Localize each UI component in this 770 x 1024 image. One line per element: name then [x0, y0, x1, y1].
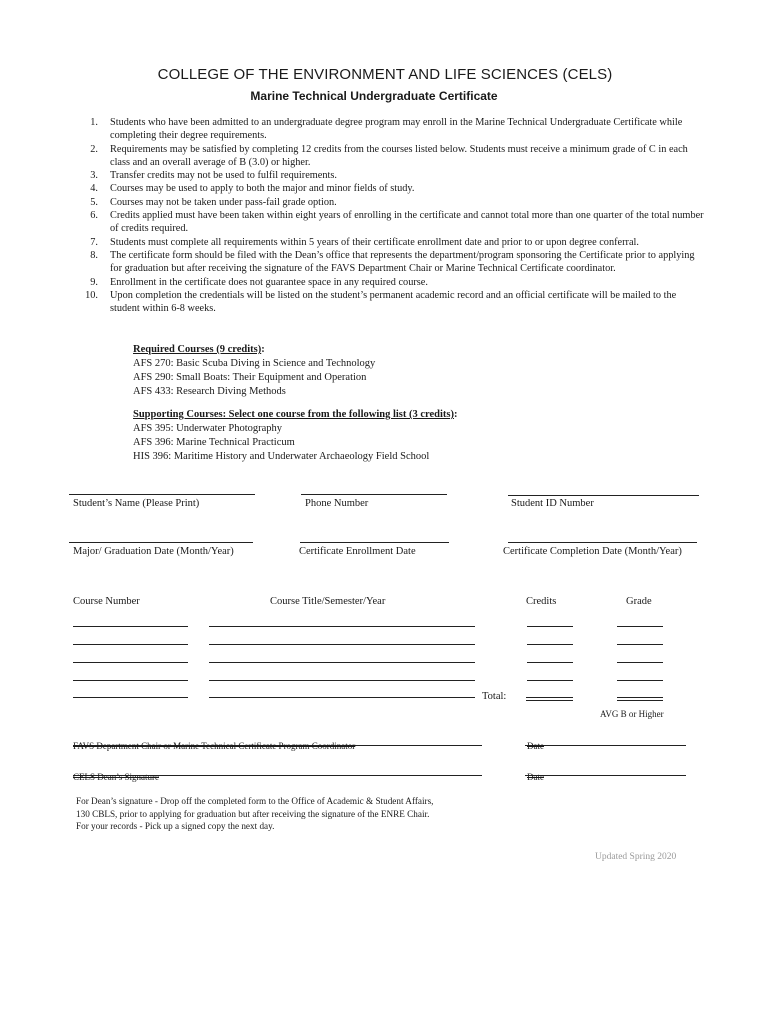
phone-number-label: Phone Number — [305, 498, 369, 509]
required-courses-heading: Required Courses (9 credits): — [133, 344, 265, 355]
grade-header: Grade — [626, 596, 652, 607]
course-number-header: Course Number — [73, 596, 140, 607]
total-credits-double-line — [526, 700, 573, 701]
rule-text: The certificate form should be filed with the Dean’s office that represents the department/program sponsoring the Certificate prior to applying for graduation but after receiving the signature of the FAVS Department Chair or Marine Technical Certificate coordinator. — [110, 249, 695, 275]
note-line: For Dean’s signature - Drop off the completed form to the Office of Academic & Student Affairs, — [76, 796, 434, 806]
credits-line[interactable] — [527, 680, 573, 681]
course-number-line[interactable] — [73, 680, 188, 681]
student-id-label: Student ID Number — [511, 498, 594, 509]
page-subtitle: Marine Technical Undergraduate Certificate — [250, 89, 498, 103]
major-grad-date-line[interactable] — [69, 542, 253, 543]
credits-line[interactable] — [527, 644, 573, 645]
enrollment-date-line[interactable] — [300, 542, 449, 543]
rule-item — [82, 116, 707, 143]
course-title-line[interactable] — [209, 662, 475, 663]
credits-line[interactable] — [527, 662, 573, 663]
rule-item — [82, 209, 707, 236]
rule-text: Courses may not be taken under pass-fail grade option. — [110, 196, 337, 208]
course-title-line[interactable] — [209, 697, 475, 698]
rule-text: Courses may be used to apply to both the major and minor fields of study. — [110, 183, 415, 195]
rule-number: 8. — [90, 249, 98, 261]
favs-date-line[interactable] — [525, 745, 686, 746]
course-list-item: AFS 290: Small Boats: Their Equipment and Operation — [133, 372, 367, 383]
favs-signature-label: FAVS Department Chair or Marine Technical Certificate Program Coordinator — [73, 741, 356, 751]
favs-date-label: Date — [527, 741, 544, 751]
rule-number: 1. — [90, 117, 98, 128]
credits-header: Credits — [526, 596, 557, 607]
rule-item — [82, 289, 707, 316]
student-name-line[interactable] — [69, 494, 255, 495]
rule-text: Credits applied must have been taken within eight years of enrolling in the certificate and cannot total more than one quarter of the total number of credits required. — [110, 210, 704, 235]
phone-number-line[interactable] — [301, 494, 447, 495]
rule-text: Students who have been admitted to an undergraduate degree program may enroll in the Marine Technical Undergraduate Certificate while completing their degree requirements. — [110, 117, 683, 142]
course-number-line[interactable] — [73, 626, 188, 627]
rule-number: 6. — [90, 210, 98, 222]
course-list-item: AFS 395: Underwater Photography — [133, 423, 283, 434]
rule-number: 9. — [90, 276, 98, 288]
rule-item — [82, 249, 707, 276]
rule-item — [82, 182, 707, 195]
grade-line[interactable] — [617, 680, 663, 681]
rule-item — [82, 143, 707, 170]
page-title: COLLEGE OF THE ENVIRONMENT AND LIFE SCIENCES (CELS) — [157, 66, 613, 83]
course-title-header: Course Title/Semester/Year — [270, 596, 386, 607]
course-list-item: AFS 396: Marine Technical Practicum — [133, 437, 295, 448]
major-grad-date-label: Major/ Graduation Date (Month/Year) — [73, 546, 234, 557]
completion-date-line[interactable] — [508, 542, 697, 543]
course-number-line[interactable] — [73, 644, 188, 645]
rule-item — [82, 236, 707, 249]
supporting-courses — [133, 408, 458, 464]
grade-line[interactable] — [617, 626, 663, 627]
rule-number: 4. — [90, 183, 98, 195]
rule-text: Enrollment in the certificate does not guarantee space in any required course. — [110, 276, 428, 288]
course-title-line[interactable] — [209, 626, 475, 627]
rule-text: Requirements may be satisfied by completing 12 credits from the courses listed below. Students must receive a minimum grade of C in each class and an overall average of B (3.0) or higher. — [110, 143, 688, 168]
cels-date-line[interactable] — [525, 775, 686, 776]
course-title-line[interactable] — [209, 644, 475, 645]
enrollment-date-label: Certificate Enrollment Date — [299, 546, 416, 557]
rule-number: 7. — [90, 236, 98, 248]
avg-grade-line[interactable] — [617, 697, 663, 698]
total-label: Total: — [482, 691, 507, 702]
rule-item — [82, 196, 707, 209]
student-name-label: Student’s Name (Please Print) — [73, 498, 200, 509]
updated-date: Updated Spring 2020 — [595, 852, 677, 862]
completion-date-label: Certificate Completion Date (Month/Year) — [503, 546, 682, 557]
supporting-courses-heading: Supporting Courses: Select one course from the following list (3 credits): — [133, 409, 458, 420]
rule-number: 5. — [90, 196, 98, 208]
rule-number: 3. — [90, 170, 98, 182]
rules-list — [82, 116, 707, 315]
credits-line[interactable] — [527, 626, 573, 627]
course-number-line[interactable] — [73, 697, 188, 698]
note-line: 130 CBLS, prior to applying for graduation but after receiving the signature of the ENRE Chair. — [76, 808, 430, 819]
rule-text: Upon completion the credentials will be listed on the student’s permanent academic record and an official certificate will be mailed to the student within 6-8 weeks. — [110, 289, 677, 315]
rule-text: Transfer credits may not be used to fulfil requirements. — [110, 170, 337, 182]
total-credits-line[interactable] — [526, 697, 573, 698]
grade-line[interactable] — [617, 644, 663, 645]
avg-grade-label: AVG B or Higher — [600, 709, 664, 719]
avg-grade-double-line — [617, 700, 663, 701]
course-list-item: AFS 433: Research Diving Methods — [133, 386, 286, 397]
rule-text: Students must complete all requirements within 5 years of their certificate enrollment date and prior to or upon degree conferral. — [110, 236, 639, 248]
required-courses — [133, 343, 375, 399]
course-list-item: AFS 270: Basic Scuba Diving in Science and Technology — [133, 358, 376, 369]
rule-item — [82, 276, 707, 289]
grade-line[interactable] — [617, 662, 663, 663]
student-id-line[interactable] — [508, 495, 699, 496]
course-title-line[interactable] — [209, 680, 475, 681]
rule-number: 10. — [85, 289, 98, 301]
rule-number: 2. — [90, 143, 98, 155]
cels-date-label: Date — [527, 772, 544, 782]
note-line: For your records - Pick up a signed copy the next day. — [76, 821, 275, 831]
cels-signature-label: CELS Dean’s Signature — [73, 772, 159, 782]
course-list-item: HIS 396: Maritime History and Underwater Archaeology Field School — [133, 451, 430, 462]
submission-notes — [76, 795, 433, 833]
course-number-line[interactable] — [73, 662, 188, 663]
rule-item — [82, 169, 707, 182]
